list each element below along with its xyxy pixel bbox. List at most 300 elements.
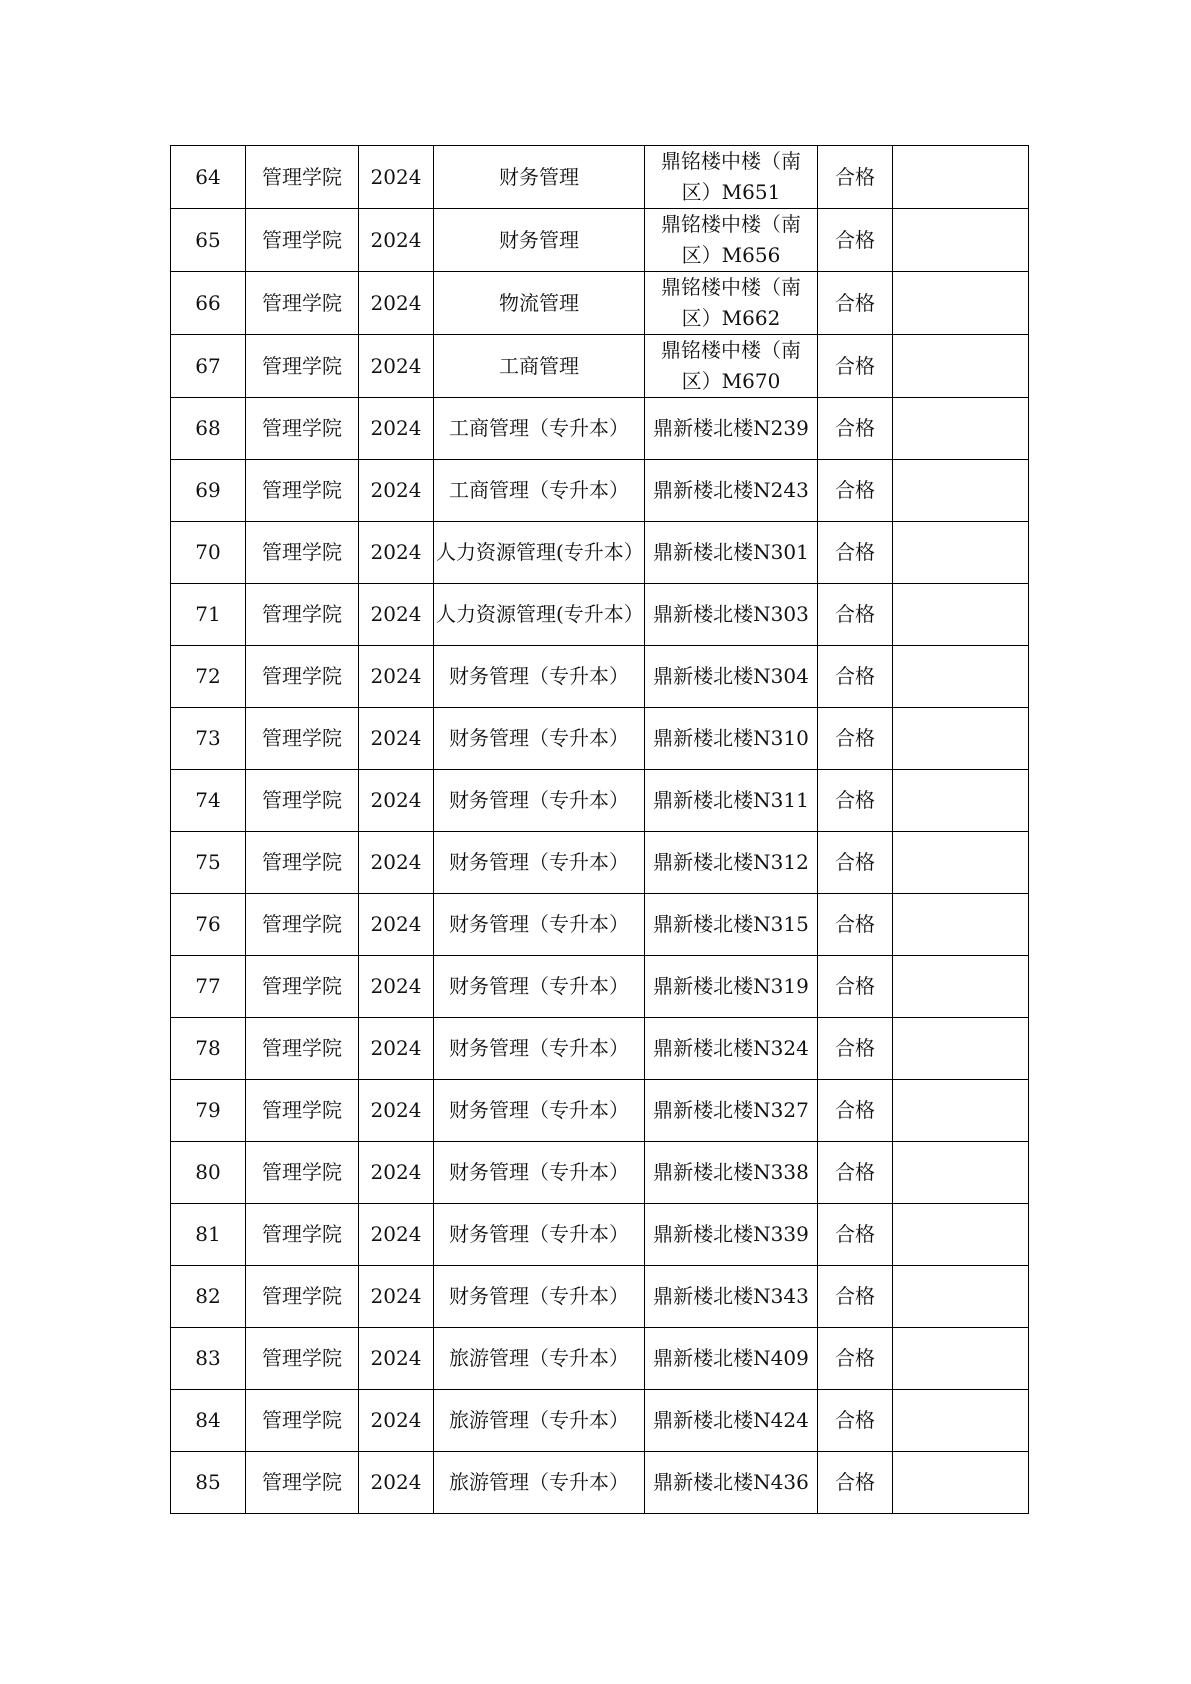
location-text: 鼎新楼北楼N343: [653, 1284, 809, 1308]
college-cell: [246, 1328, 359, 1390]
college-text: 管理学院: [262, 912, 342, 936]
college-text: 管理学院: [262, 788, 342, 812]
result-cell: [818, 770, 893, 832]
college-cell: [246, 335, 359, 398]
table-row: [171, 522, 1029, 584]
year-text: 2024: [370, 1284, 422, 1308]
no-text: 77: [195, 974, 221, 998]
table-row: [171, 1080, 1029, 1142]
row-number-cell: [171, 522, 246, 584]
table-row: [171, 335, 1029, 398]
year-cell: [359, 209, 434, 272]
inspection-table: [170, 145, 1029, 1514]
location-text: 鼎新楼北楼N338: [653, 1160, 809, 1184]
year-cell: [359, 1452, 434, 1514]
major-cell: [434, 646, 645, 708]
result-cell: [818, 1018, 893, 1080]
result-text: 合格: [835, 850, 875, 874]
result-cell: [818, 1266, 893, 1328]
result-text: 合格: [835, 1470, 875, 1494]
no-text: 68: [195, 416, 221, 440]
college-text: 管理学院: [262, 164, 342, 189]
major-text: 人力资源管理(专升本）: [436, 602, 644, 626]
college-cell: [246, 272, 359, 335]
major-cell: [434, 770, 645, 832]
major-text: 财务管理: [499, 164, 579, 189]
location-text: 鼎新楼北楼N327: [653, 1098, 809, 1122]
year-cell: [359, 146, 434, 209]
major-text: 财务管理（专升本）: [449, 664, 629, 688]
location-cell: [645, 1390, 818, 1452]
college-text: 管理学院: [262, 1098, 342, 1122]
college-cell: [246, 956, 359, 1018]
result-text: 合格: [835, 353, 875, 378]
row-number-cell: [171, 1452, 246, 1514]
college-cell: [246, 1204, 359, 1266]
remark-cell: [893, 708, 1029, 770]
row-number-cell: [171, 209, 246, 272]
remark-cell: [893, 335, 1029, 398]
college-text: 管理学院: [262, 540, 342, 564]
location-cell: [645, 398, 818, 460]
row-number-cell: [171, 708, 246, 770]
year-cell: [359, 894, 434, 956]
result-text: 合格: [835, 1408, 875, 1432]
year-text: 2024: [370, 602, 422, 626]
result-text: 合格: [835, 1284, 875, 1308]
year-cell: [359, 335, 434, 398]
row-number-cell: [171, 1328, 246, 1390]
college-cell: [246, 522, 359, 584]
remark-cell: [893, 646, 1029, 708]
major-text: 工商管理（专升本）: [449, 478, 629, 502]
college-text: 管理学院: [262, 1222, 342, 1246]
remark-cell: [893, 1390, 1029, 1452]
location-text: 鼎新楼北楼N319: [653, 974, 809, 998]
location-cell: [645, 146, 818, 209]
location-text: 鼎新楼北楼N304: [653, 664, 809, 688]
college-cell: [246, 584, 359, 646]
major-text: 财务管理（专升本）: [449, 1222, 629, 1246]
location-cell: [645, 894, 818, 956]
location-cell: [645, 1142, 818, 1204]
result-cell: [818, 146, 893, 209]
major-cell: [434, 209, 645, 272]
major-text: 财务管理（专升本）: [449, 726, 629, 750]
result-text: 合格: [835, 664, 875, 688]
result-cell: [818, 335, 893, 398]
major-text: 财务管理（专升本）: [449, 1098, 629, 1122]
year-text: 2024: [370, 974, 422, 998]
college-text: 管理学院: [262, 1470, 342, 1494]
no-text: 79: [195, 1098, 221, 1122]
table-row: [171, 708, 1029, 770]
location-cell: [645, 272, 818, 335]
year-text: 2024: [370, 353, 422, 378]
location-text: 鼎新楼北楼N312: [653, 850, 809, 874]
major-text: 工商管理: [499, 353, 579, 378]
major-cell: [434, 584, 645, 646]
location-cell: [645, 584, 818, 646]
row-number-cell: [171, 894, 246, 956]
row-number-cell: [171, 335, 246, 398]
result-cell: [818, 272, 893, 335]
result-cell: [818, 1080, 893, 1142]
result-cell: [818, 832, 893, 894]
year-cell: [359, 646, 434, 708]
location-text: 鼎新楼北楼N301: [653, 540, 809, 564]
row-number-cell: [171, 398, 246, 460]
year-cell: [359, 460, 434, 522]
no-text: 81: [195, 1222, 221, 1246]
location-text: 鼎新楼北楼N315: [653, 912, 809, 936]
year-text: 2024: [370, 1098, 422, 1122]
college-cell: [246, 1080, 359, 1142]
major-cell: [434, 894, 645, 956]
year-cell: [359, 272, 434, 335]
result-text: 合格: [835, 540, 875, 564]
result-text: 合格: [835, 912, 875, 936]
table-row: [171, 1452, 1029, 1514]
remark-cell: [893, 1018, 1029, 1080]
major-cell: [434, 1452, 645, 1514]
college-text: 管理学院: [262, 227, 342, 252]
year-cell: [359, 584, 434, 646]
result-text: 合格: [835, 227, 875, 252]
year-cell: [359, 1142, 434, 1204]
no-text: 82: [195, 1284, 221, 1308]
year-text: 2024: [370, 1346, 422, 1370]
major-text: 旅游管理（专升本）: [449, 1470, 629, 1494]
table-row: [171, 1142, 1029, 1204]
year-text: 2024: [370, 478, 422, 502]
location-cell: [645, 646, 818, 708]
college-text: 管理学院: [262, 664, 342, 688]
major-text: 旅游管理（专升本）: [449, 1346, 629, 1370]
result-text: 合格: [835, 1160, 875, 1184]
location-text: 鼎新楼北楼N409: [653, 1346, 809, 1370]
result-text: 合格: [835, 1222, 875, 1246]
remark-cell: [893, 209, 1029, 272]
result-cell: [818, 956, 893, 1018]
major-cell: [434, 335, 645, 398]
result-cell: [818, 708, 893, 770]
major-cell: [434, 522, 645, 584]
location-cell: [645, 770, 818, 832]
remark-cell: [893, 1452, 1029, 1514]
college-text: 管理学院: [262, 1160, 342, 1184]
year-cell: [359, 1018, 434, 1080]
no-text: 71: [195, 602, 221, 626]
college-text: 管理学院: [262, 974, 342, 998]
table-row: [171, 646, 1029, 708]
result-text: 合格: [835, 1098, 875, 1122]
major-cell: [434, 398, 645, 460]
year-text: 2024: [370, 416, 422, 440]
row-number-cell: [171, 1018, 246, 1080]
major-text: 财务管理（专升本）: [449, 912, 629, 936]
no-text: 74: [195, 788, 221, 812]
result-cell: [818, 1204, 893, 1266]
remark-cell: [893, 398, 1029, 460]
location-text: 鼎铭楼中楼（南区）M662: [661, 275, 801, 330]
major-cell: [434, 832, 645, 894]
remark-cell: [893, 894, 1029, 956]
year-text: 2024: [370, 788, 422, 812]
year-cell: [359, 1390, 434, 1452]
table-row: [171, 1266, 1029, 1328]
location-cell: [645, 1266, 818, 1328]
location-cell: [645, 1018, 818, 1080]
remark-cell: [893, 460, 1029, 522]
no-text: 64: [195, 164, 221, 189]
location-cell: [645, 956, 818, 1018]
no-text: 66: [195, 290, 221, 315]
row-number-cell: [171, 770, 246, 832]
row-number-cell: [171, 272, 246, 335]
year-text: 2024: [370, 1222, 422, 1246]
location-text: 鼎新楼北楼N239: [653, 416, 809, 440]
table-row: [171, 146, 1029, 209]
year-cell: [359, 1080, 434, 1142]
major-text: 工商管理（专升本）: [449, 416, 629, 440]
college-cell: [246, 1390, 359, 1452]
major-text: 财务管理（专升本）: [449, 850, 629, 874]
remark-cell: [893, 272, 1029, 335]
table-row: [171, 272, 1029, 335]
no-text: 76: [195, 912, 221, 936]
remark-cell: [893, 956, 1029, 1018]
no-text: 67: [195, 353, 221, 378]
major-cell: [434, 1328, 645, 1390]
result-cell: [818, 1328, 893, 1390]
no-text: 72: [195, 664, 221, 688]
college-cell: [246, 646, 359, 708]
table-row: [171, 1390, 1029, 1452]
location-cell: [645, 460, 818, 522]
location-text: 鼎新楼北楼N243: [653, 478, 809, 502]
major-text: 物流管理: [499, 290, 579, 315]
no-text: 84: [195, 1408, 221, 1432]
no-text: 69: [195, 478, 221, 502]
table-row: [171, 460, 1029, 522]
table-row: [171, 832, 1029, 894]
no-text: 70: [195, 540, 221, 564]
major-cell: [434, 272, 645, 335]
table-row: [171, 1328, 1029, 1390]
college-cell: [246, 1452, 359, 1514]
no-text: 83: [195, 1346, 221, 1370]
major-cell: [434, 1080, 645, 1142]
table-body: [171, 146, 1029, 1514]
location-text: 鼎铭楼中楼（南区）M670: [661, 338, 801, 393]
year-text: 2024: [370, 1408, 422, 1432]
college-text: 管理学院: [262, 416, 342, 440]
location-cell: [645, 1204, 818, 1266]
college-text: 管理学院: [262, 1346, 342, 1370]
location-cell: [645, 1328, 818, 1390]
year-cell: [359, 770, 434, 832]
college-cell: [246, 1266, 359, 1328]
year-text: 2024: [370, 726, 422, 750]
row-number-cell: [171, 1204, 246, 1266]
result-text: 合格: [835, 1346, 875, 1370]
college-cell: [246, 1018, 359, 1080]
remark-cell: [893, 1142, 1029, 1204]
location-cell: [645, 708, 818, 770]
location-text: 鼎新楼北楼N436: [653, 1470, 809, 1494]
location-cell: [645, 335, 818, 398]
college-cell: [246, 708, 359, 770]
year-cell: [359, 398, 434, 460]
location-text: 鼎新楼北楼N339: [653, 1222, 809, 1246]
result-cell: [818, 584, 893, 646]
year-cell: [359, 708, 434, 770]
year-text: 2024: [370, 540, 422, 564]
major-text: 财务管理（专升本）: [449, 1160, 629, 1184]
year-cell: [359, 1204, 434, 1266]
major-cell: [434, 956, 645, 1018]
major-text: 人力资源管理(专升本）: [436, 540, 644, 564]
college-text: 管理学院: [262, 602, 342, 626]
year-cell: [359, 1328, 434, 1390]
major-text: 财务管理（专升本）: [449, 788, 629, 812]
result-text: 合格: [835, 1036, 875, 1060]
location-text: 鼎新楼北楼N311: [653, 788, 809, 812]
result-text: 合格: [835, 164, 875, 189]
college-text: 管理学院: [262, 1284, 342, 1308]
remark-cell: [893, 522, 1029, 584]
remark-cell: [893, 1266, 1029, 1328]
location-text: 鼎新楼北楼N424: [653, 1408, 809, 1432]
row-number-cell: [171, 1390, 246, 1452]
remark-cell: [893, 832, 1029, 894]
year-text: 2024: [370, 227, 422, 252]
remark-cell: [893, 584, 1029, 646]
row-number-cell: [171, 460, 246, 522]
result-cell: [818, 398, 893, 460]
college-cell: [246, 146, 359, 209]
table-row: [171, 398, 1029, 460]
table-row: [171, 1204, 1029, 1266]
no-text: 78: [195, 1036, 221, 1060]
year-cell: [359, 1266, 434, 1328]
result-text: 合格: [835, 602, 875, 626]
major-cell: [434, 460, 645, 522]
table-row: [171, 584, 1029, 646]
result-text: 合格: [835, 416, 875, 440]
remark-cell: [893, 1328, 1029, 1390]
college-text: 管理学院: [262, 1408, 342, 1432]
no-text: 85: [195, 1470, 221, 1494]
year-text: 2024: [370, 1036, 422, 1060]
no-text: 65: [195, 227, 221, 252]
result-text: 合格: [835, 478, 875, 502]
year-cell: [359, 832, 434, 894]
result-text: 合格: [835, 974, 875, 998]
year-cell: [359, 956, 434, 1018]
location-cell: [645, 522, 818, 584]
location-text: 鼎新楼北楼N303: [653, 602, 809, 626]
college-text: 管理学院: [262, 353, 342, 378]
result-cell: [818, 209, 893, 272]
location-text: 鼎新楼北楼N324: [653, 1036, 809, 1060]
row-number-cell: [171, 584, 246, 646]
result-cell: [818, 522, 893, 584]
table-row: [171, 209, 1029, 272]
college-cell: [246, 460, 359, 522]
result-cell: [818, 894, 893, 956]
year-text: 2024: [370, 290, 422, 315]
remark-cell: [893, 146, 1029, 209]
result-text: 合格: [835, 788, 875, 812]
major-cell: [434, 1142, 645, 1204]
location-text: 鼎铭楼中楼（南区）M651: [661, 149, 801, 204]
year-text: 2024: [370, 912, 422, 936]
table-row: [171, 894, 1029, 956]
no-text: 80: [195, 1160, 221, 1184]
row-number-cell: [171, 1266, 246, 1328]
major-cell: [434, 1018, 645, 1080]
remark-cell: [893, 770, 1029, 832]
result-cell: [818, 1142, 893, 1204]
college-cell: [246, 770, 359, 832]
remark-cell: [893, 1080, 1029, 1142]
college-text: 管理学院: [262, 1036, 342, 1060]
row-number-cell: [171, 146, 246, 209]
major-text: 旅游管理（专升本）: [449, 1408, 629, 1432]
result-cell: [818, 1390, 893, 1452]
result-cell: [818, 1452, 893, 1514]
row-number-cell: [171, 646, 246, 708]
major-cell: [434, 1204, 645, 1266]
college-text: 管理学院: [262, 726, 342, 750]
college-cell: [246, 894, 359, 956]
major-cell: [434, 1266, 645, 1328]
year-text: 2024: [370, 164, 422, 189]
college-text: 管理学院: [262, 290, 342, 315]
year-text: 2024: [370, 1160, 422, 1184]
result-text: 合格: [835, 290, 875, 315]
row-number-cell: [171, 832, 246, 894]
table-row: [171, 1018, 1029, 1080]
row-number-cell: [171, 956, 246, 1018]
major-text: 财务管理（专升本）: [449, 1036, 629, 1060]
year-text: 2024: [370, 850, 422, 874]
year-cell: [359, 522, 434, 584]
major-text: 财务管理（专升本）: [449, 974, 629, 998]
location-cell: [645, 832, 818, 894]
location-cell: [645, 1080, 818, 1142]
location-text: 鼎新楼北楼N310: [653, 726, 809, 750]
table-row: [171, 956, 1029, 1018]
major-text: 财务管理: [499, 227, 579, 252]
row-number-cell: [171, 1142, 246, 1204]
result-text: 合格: [835, 726, 875, 750]
table-row: [171, 770, 1029, 832]
location-text: 鼎铭楼中楼（南区）M656: [661, 212, 801, 267]
college-cell: [246, 1142, 359, 1204]
college-cell: [246, 832, 359, 894]
major-cell: [434, 146, 645, 209]
college-text: 管理学院: [262, 478, 342, 502]
row-number-cell: [171, 1080, 246, 1142]
year-text: 2024: [370, 664, 422, 688]
major-cell: [434, 1390, 645, 1452]
year-text: 2024: [370, 1470, 422, 1494]
remark-cell: [893, 1204, 1029, 1266]
college-cell: [246, 398, 359, 460]
